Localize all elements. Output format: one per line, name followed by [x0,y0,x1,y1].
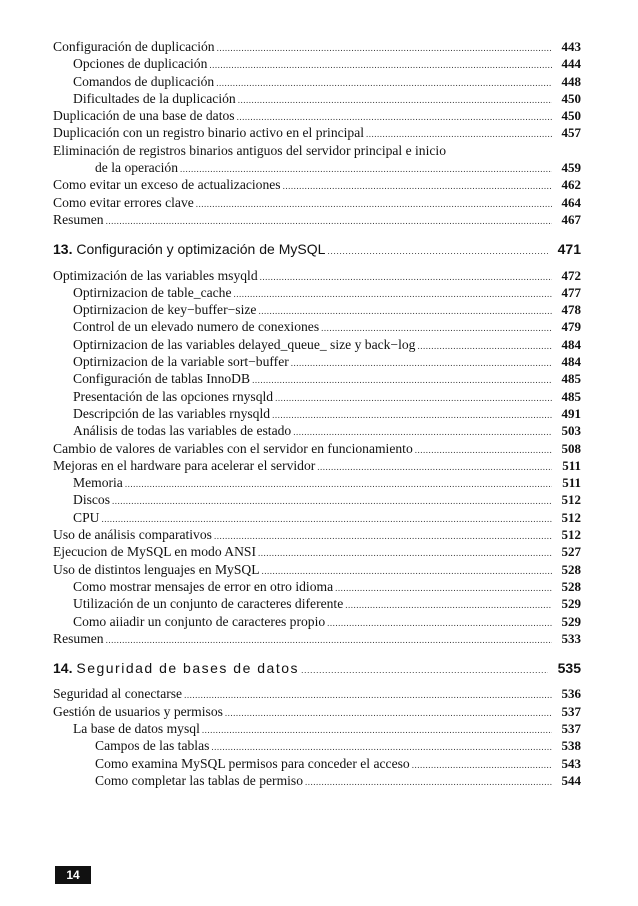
chapter-heading-14 [53,660,581,677]
chapter-title: 14. Seguridad de bases de datos [53,660,299,677]
entry-title: Como completar las tablas de permiso [95,772,304,788]
page-number: 448 [561,73,581,89]
chapter-title: 13. Configuración y optimización de MySQL [53,241,326,258]
toc-entry [53,301,581,318]
page-number: 512 [561,492,581,508]
toc-group-ch12 [53,38,581,228]
toc-entry [53,578,581,595]
entry-title: Resumen [53,211,104,227]
dot-leader [260,269,552,286]
entry-title: Comandos de duplicación [73,73,215,89]
toc-entry [53,267,581,284]
entry-title: Como evitar un exceso de actualizaciones [53,177,281,193]
page-number: 538 [561,738,581,754]
toc-entry [53,318,581,335]
page-number: 537 [561,703,581,719]
dot-leader [272,407,552,424]
toc-entry [53,90,581,107]
toc-entry [53,474,581,491]
toc-entry [53,388,581,405]
toc-entry [53,142,581,159]
entry-title: Seguridad al conectarse [53,686,183,702]
dot-leader [252,372,552,389]
toc-entry [53,440,581,457]
dot-leader [327,243,548,260]
page-number-badge: 14 [55,866,91,884]
toc-entry [53,107,581,124]
entry-title: Discos [73,492,111,508]
toc-group-ch14 [53,685,581,789]
dot-leader [258,545,552,562]
entry-title: Eliminación de registros binarios antiguos del servidor principal e inicio [53,142,446,158]
toc-entry [53,772,581,789]
page-number: 544 [561,772,581,788]
page-number: 485 [561,371,581,387]
entry-title: La base de datos mysql [73,720,200,736]
page-number: 484 [561,336,581,352]
entry-title: Descripción de las variables rnysqld [73,405,271,421]
entry-title: Dificultades de la duplicación [73,90,236,106]
toc-entry [53,737,581,754]
page-number: 444 [561,56,581,72]
toc-entry [53,613,581,630]
page-number: 443 [561,39,581,54]
dot-leader [317,459,552,476]
toc-entry [53,284,581,301]
page-number: 533 [561,630,581,646]
page-number: 450 [561,90,581,106]
dot-leader [415,442,552,459]
entry-title: Control de un elevado numero de conexiones [73,319,320,335]
toc-entry [53,336,581,353]
toc-entry [53,491,581,508]
page-number: 529 [561,596,581,612]
page-number: 535 [557,660,581,677]
entry-title: Presentación de las opciones rnysqld [73,388,274,404]
entry-title: Uso de análisis comparativos [53,527,212,543]
page-number: 485 [561,388,581,404]
entry-title: de la operación [95,160,179,176]
entry-title: Uso de distintos lenguajes en MySQL [53,561,260,577]
entry-title: Como mostrar mensajes de error en otro idioma [73,578,334,594]
entry-title: Como examina MySQL permisos para conceder el acceso [95,755,410,771]
table-of-contents [53,38,581,789]
toc-entry [53,370,581,387]
page-number: 464 [561,194,581,210]
page-number: 512 [561,527,581,543]
entry-title: Configuración de tablas InnoDB [73,371,251,387]
dot-leader [209,57,552,74]
entry-title: Ejecucion de MySQL en modo ANSI [53,544,256,560]
page-number: 527 [561,544,581,560]
toc-entry [53,159,581,176]
dot-leader [234,286,552,303]
dot-leader [214,528,552,545]
entry-title: Utilización de un conjunto de caracteres diferente [73,596,344,612]
page-number: 472 [561,267,581,283]
toc-entry [53,422,581,439]
dot-leader [184,687,552,704]
toc-entry [53,124,581,141]
toc-entry [53,211,581,228]
entry-title: Como aiiadir un conjunto de caracteres propio [73,613,326,629]
entry-title: Memoria [73,475,123,491]
toc-entry [53,73,581,90]
dot-leader [275,390,552,407]
dot-leader [216,75,552,92]
page-number: 457 [561,125,581,141]
entry-title: Mejoras en el hardware para acelerar el servidor [53,457,316,473]
page-number: 462 [561,177,581,193]
page-number: 491 [561,405,581,421]
entry-title: Gestión de usuarios y permisos [53,703,223,719]
entry-title: Optirnizacion de la variable sort−buffer [73,354,289,370]
dot-leader [225,705,552,722]
dot-leader [335,580,552,597]
toc-entry [53,38,581,55]
page-number: 471 [557,241,581,258]
entry-title: Resumen [53,630,104,646]
toc-entry [53,720,581,737]
toc-group-ch13 [53,267,581,648]
dot-leader [125,476,552,493]
dot-leader [196,196,552,213]
dot-leader [301,662,548,679]
page-number: 508 [561,440,581,456]
dot-leader [238,92,552,109]
page-number: 511 [562,457,581,473]
entry-title: Campos de las tablas [95,738,210,754]
page-number: 477 [561,284,581,300]
page-number: 528 [561,561,581,577]
toc-entry [53,176,581,193]
toc-entry [53,194,581,211]
toc-entry [53,561,581,578]
page-number: 479 [561,319,581,335]
toc-entry [53,405,581,422]
toc-entry [53,630,581,647]
entry-title: Optirnizacion de key−buffer−size [73,302,257,318]
dot-leader [417,338,552,355]
entry-title: Opciones de duplicación [73,56,208,72]
dot-leader [112,493,552,510]
dot-leader [106,213,552,230]
entry-title: CPU [73,509,100,525]
toc-entry [53,55,581,72]
toc-entry [53,703,581,720]
page-number: 478 [561,302,581,318]
entry-title: Cambio de valores de variables con el servidor en funcionamiento [53,440,413,456]
page-number: 543 [561,755,581,771]
entry-title: Optimización de las variables msyqld [53,267,258,283]
page-number: 536 [561,686,581,702]
page-number: 529 [561,613,581,629]
dot-leader [291,355,552,372]
page-number: 511 [562,475,581,491]
page-number: 537 [561,720,581,736]
dot-leader [202,722,552,739]
dot-leader [345,597,552,614]
toc-entry [53,353,581,370]
entry-title: Duplicación con un registro binario activo en el principal [53,125,365,141]
page-number: 512 [561,509,581,525]
toc-entry [53,755,581,772]
page-number: 484 [561,354,581,370]
entry-title: Optirnizacion de las variables delayed_queue_ size y back−log [73,336,416,352]
page-number: 459 [561,160,581,176]
toc-entry [53,526,581,543]
dot-leader [283,178,552,195]
dot-leader [106,632,552,649]
dot-leader [327,615,552,632]
entry-title: Análisis de todas las variables de estado [73,423,292,439]
page-number: 467 [561,211,581,227]
entry-title: Configuración de duplicación [53,39,215,54]
page-number: 503 [561,423,581,439]
toc-entry [53,595,581,612]
toc-entry [53,685,581,702]
entry-title: Duplicación de una base de datos [53,108,235,124]
entry-title: Como evitar errores clave [53,194,194,210]
toc-entry [53,509,581,526]
toc-entry [53,457,581,474]
page-number: 450 [561,108,581,124]
dot-leader [412,757,552,774]
chapter-heading-13 [53,241,581,258]
entry-title: Optirnizacion de table_cache [73,284,232,300]
dot-leader [305,774,552,791]
page-number: 528 [561,578,581,594]
dot-leader [217,40,552,57]
toc-entry [53,543,581,560]
